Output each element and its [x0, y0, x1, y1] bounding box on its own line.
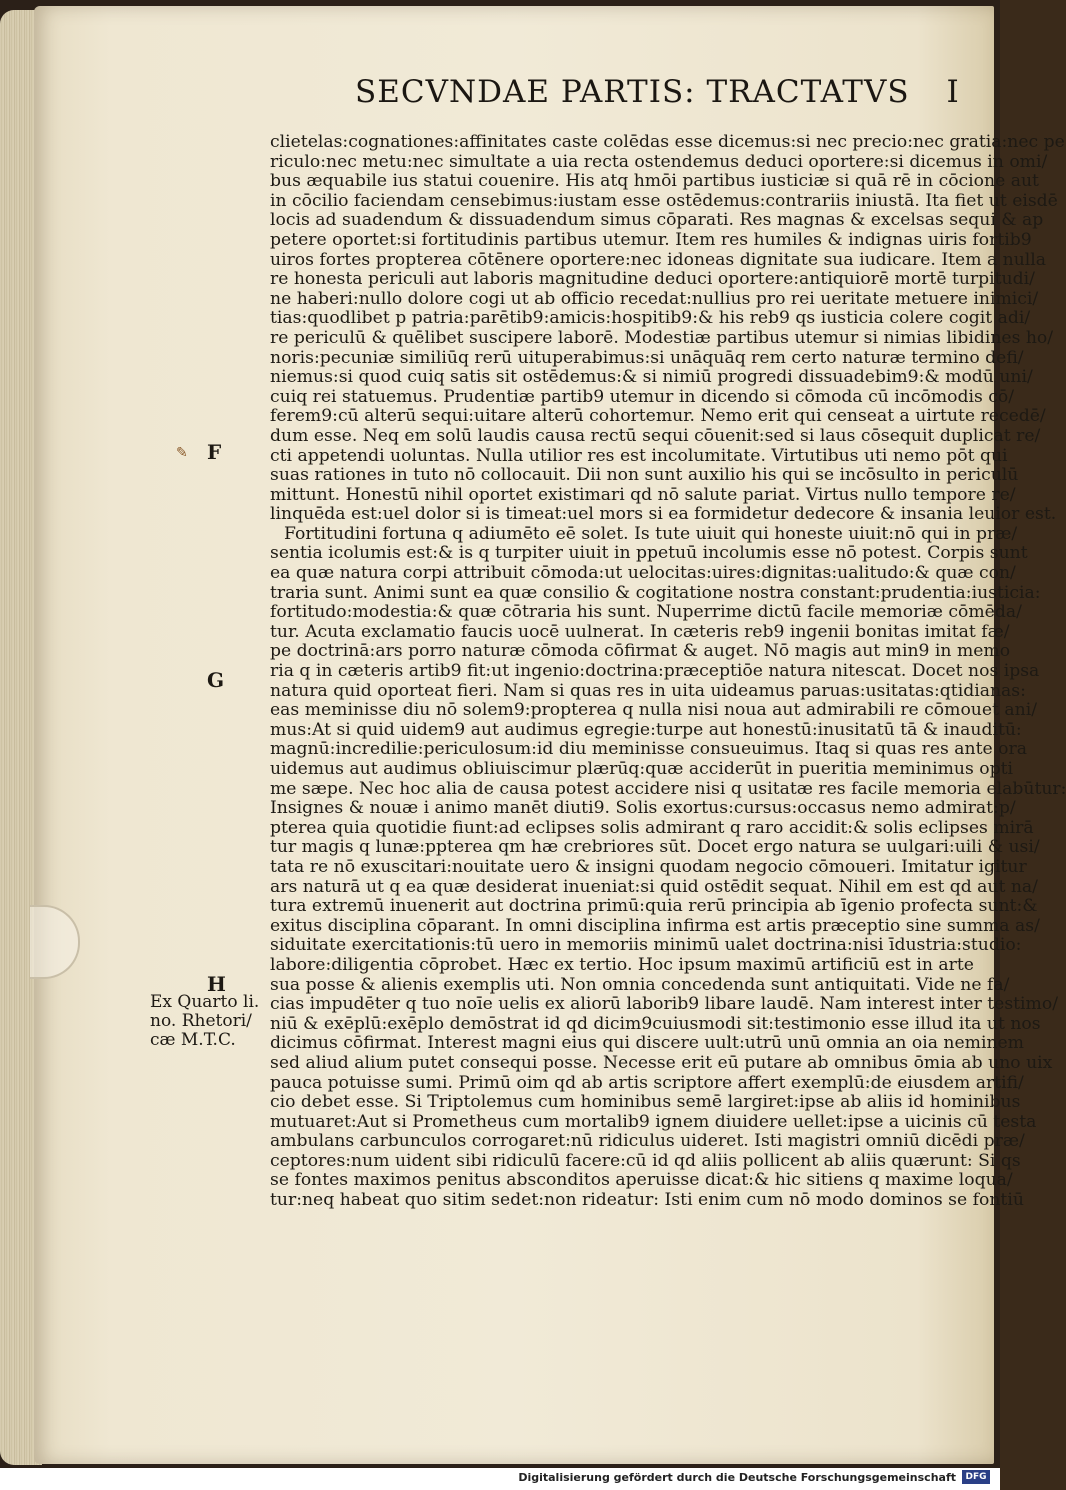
text-line: locis ad suadendum & dissuadendum simus cōparati. Res magnas & excelsas sequi & ap — [270, 210, 1044, 231]
text-line: ars naturā ut q ea quæ desiderat inueniat:si quid ostēdit sequat. Nihil em est qd aut na/ — [270, 876, 1038, 897]
text-line: mutuaret:Aut si Prometheus cum mortalib9 ignem diuidere uellet:ipse a uicinis cū testa — [270, 1111, 1037, 1132]
text-line: pe doctrinā:ars porro naturæ cōmoda cōfirmat & auget. Nō magis aut min9 in memo — [270, 641, 1011, 662]
text-line: mittunt. Honestū nihil oportet existimari qd nō salute pariat. Virtus nullo tempore re/ — [270, 484, 1016, 505]
text-line: magnū:incredilie:periculosum:id diu meminisse consueuimus. Itaq si quas res ante ora — [270, 739, 1027, 760]
side-note-line: cæ M.T.C. — [150, 1030, 236, 1050]
margin-letter-g: G — [207, 668, 225, 692]
text-line: uiros fortes propterea cōtēnere oportere:nec idoneas dignitate sua iudicare. Item a nulla — [270, 249, 1047, 270]
text-line: fortitudo:modestia:& quæ cōtraria his sunt. Nuperrime dictū facile memoriæ cōmēda/ — [270, 602, 1022, 623]
margin-letter-f: F — [207, 440, 222, 464]
text-line: noris:pecuniæ similiūq rerū uituperabimus:si unāquāq rem certo naturæ termino defi/ — [270, 347, 1024, 368]
text-line: riculo:nec metu:nec simultate a uia recta ostendemus deduci oportere:si dicemus in omi/ — [270, 151, 1048, 172]
text-line: pterea quia quotidie fiunt:ad eclipses solis admirant q raro accidit:& solis eclipses mirā — [270, 817, 1034, 838]
text-line: Fortitudini fortuna q adiumēto eē solet. Is tute uiuit qui honeste uiuit:nō qui in præ/ — [284, 523, 1018, 544]
text-line: tura extremū inuenerit aut doctrina primū:quia rerū principia ab īgenio profecta sunt:& — [270, 896, 1038, 917]
running-head-title: SECVNDAE PARTIS: TRACTATVS — [355, 74, 910, 110]
body-text — [270, 132, 1066, 1211]
folio-number: I — [946, 74, 960, 110]
text-line: ea quæ natura corpi attribuit cōmoda:ut uelocitas:uires:dignitas:ualitudo:& quæ con/ — [270, 563, 1016, 584]
text-line: re periculū & quēlibet suscipere laborē. Modestiæ partibus utemur si nimias libidines ho/ — [270, 327, 1054, 348]
note-mark-icon: ✎ — [176, 445, 188, 461]
text-line: se fontes maximos penitus absconditos aperuisse dicat:& hic sitiens q maxime loqua/ — [270, 1170, 1013, 1191]
text-line: cuiq rei statuemus. Prudentiæ partib9 utemur in dicendo si cōmoda cū incōmodis cō/ — [270, 386, 1015, 407]
text-line: clietelas:cognationes:affinitates caste colēdas esse dicemus:si nec precio:nec gratia:nec pe — [270, 132, 1065, 152]
text-line: petere oportet:si fortitudinis partibus utemur. Item res humiles & indignas uiris fortib9 — [270, 229, 1032, 250]
text-line: sed aliud alium putet consequi posse. Necesse erit eū putare ab omnibus ōmia ab uno uix — [270, 1052, 1053, 1073]
text-line: natura quid oporteat fieri. Nam si quas res in uita uideamus paruas:usitatas:qtidianas: — [270, 680, 1026, 701]
text-line: ceptores:num uident sibi ridiculū facere:cū id qd aliis pollicent ab aliis quærunt: Si qs — [270, 1150, 1021, 1171]
text-line: tur. Acuta exclamatio faucis uocē uulnerat. In cæteris reb9 ingenii bonitas imitat fæ/ — [270, 621, 1010, 642]
text-line: linquēda est:uel dolor si is timeat:uel mors si ea formidetur dedecore & insania leuior est. — [270, 504, 1057, 525]
text-line: dum esse. Neq em solū laudis causa rectū sequi cōuenit:sed si laus cōsequit duplicat re/ — [270, 425, 1041, 446]
text-line: tata re nō exuscitari:nouitate uero & insigni quodam negocio cōmoueri. Imitatur igitur — [270, 856, 1027, 877]
text-line: niemus:si quod cuiq satis sit ostēdemus:& si nimiū progredi dissuadebim9:& modū uni/ — [270, 367, 1033, 388]
text-line: Insignes & nouæ i animo manēt diuti9. Solis exortus:cursus:occasus nemo admirat:p/ — [270, 798, 1016, 819]
text-line: traria sunt. Animi sunt ea quæ consilio & cogitatione nostra constant:prudentia:iusticia: — [270, 582, 1041, 603]
text-line: eas meminisse diu nō solem9:propterea q nulla nisi noua aut admirabili re cōmouet ani/ — [270, 700, 1038, 721]
text-line: cio debet esse. Si Triptolemus cum hominibus semē largiret:ipse ab aliis id hominibus — [270, 1092, 1021, 1113]
text-line: suas rationes in tuto nō collocauit. Dii non sunt auxilio his qui se incōsulto in periculū — [270, 465, 1019, 486]
margin-letter-h: H — [207, 972, 226, 996]
footer-credit: Digitalisierung gefördert durch die Deutsche Forschungsgemeinschaft — [518, 1471, 956, 1484]
side-note-line: no. Rhetori/ — [150, 1011, 252, 1031]
text-line: ria q in cæteris artib9 fit:ut ingenio:doctrina:præceptiōe natura nitescat. Docet nos ipsa — [270, 661, 1040, 682]
text-line: exitus disciplina cōparant. In omni disciplina infirma est artis præceptio sine summa as/ — [270, 915, 1040, 936]
text-line: niū & exēplū:exēplo demōstrat id qd dicim9cuiusmodi sit:testimonio esse illud ita ut nos — [270, 1013, 1041, 1034]
text-line: cti appetendi uoluntas. Nulla utilior res est incolumitate. Virtutibus uti nemo pōt qui — [270, 445, 1008, 466]
text-line: sua posse & alienis exemplis uti. Non omnia concedenda sunt antiquitati. Vide ne fa/ — [270, 974, 1010, 995]
text-line: tias:quodlibet p patria:parētib9:amicis:hospitib9:& his reb9 qs iusticia colere cogit adi/ — [270, 308, 1031, 329]
text-line: dicimus cōfirmat. Interest magni eius qui discere uult:utrū unū omnia an oia neminem — [270, 1033, 1024, 1054]
text-line: me sæpe. Nec hoc alia de causa potest accidere nisi q usitatæ res facile memoria elabūtur: — [270, 778, 1066, 799]
text-line: bus æquabile ius statui couenire. His atq hmōi partibus iusticiæ si quā rē in cōcione aut — [270, 171, 1039, 192]
text-line: sentia icolumis est:& is q turpiter uiuit in ppetuū incolumis esse nō potest. Corpis sunt — [270, 543, 1028, 564]
text-line: re honesta periculi aut laboris magnitudine deduci oportere:antiquiorē mortē turpitudi/ — [270, 269, 1035, 290]
text-line: ambulans carbunculos corrogaret:nū ridiculus uideret. Isti magistri omniū dicēdi præ/ — [270, 1131, 1025, 1152]
side-note-line: Ex Quarto li. — [150, 992, 260, 1012]
text-line: ferem9:cū alterū sequi:uitare alterū cohortemur. Nemo erit qui censeat a uirtute recedē/ — [270, 406, 1046, 427]
text-line: cias impudēter q tuo noīe uelis ex aliorū laborib9 libare laudē. Nam interest inter testimo/ — [270, 994, 1058, 1015]
text-line: uidemus aut audimus obliuiscimur plærūq:quæ acciderūt in pueritia meminimus opti — [270, 759, 1014, 779]
dfg-logo: DFG — [962, 1470, 990, 1484]
text-line: siduitate exercitationis:tū uero in memoriis minimū ualet doctrina:nisi īdustria:studio: — [270, 935, 1022, 956]
text-line: pauca potuisse sumi. Primū oim qd ab artis scriptore affert exemplū:de eiusdem artifi/ — [270, 1072, 1024, 1093]
running-head — [355, 74, 975, 110]
text-line: ne haberi:nullo dolore cogi ut ab officio recedat:nullius pro rei ueritate metuere inimici/ — [270, 288, 1039, 309]
text-line: tur:neq habeat quo sitim sedet:non rideatur: Isti enim cum nō modo dominos se fontiū — [270, 1190, 1024, 1211]
text-line: labore:diligentia cōprobet. Hæc ex tertio. Hoc ipsum maximū artificiū est in arte — [270, 954, 974, 975]
side-note — [150, 993, 270, 1050]
text-line: tur magis q lunæ:ppterea qm hæ crebriores sūt. Docet ergo natura se uulgari:uili & usi/ — [270, 837, 1040, 858]
text-line: mus:At si quid uidem9 aut audimus egregie:turpe aut honestū:inusitatū tā & inauditū: — [270, 719, 1022, 740]
text-line: in cōcilio faciendam censebimus:iustam esse ostēdemus:contrariis iniustā. Ita fiet ut eisdē — [270, 190, 1058, 211]
